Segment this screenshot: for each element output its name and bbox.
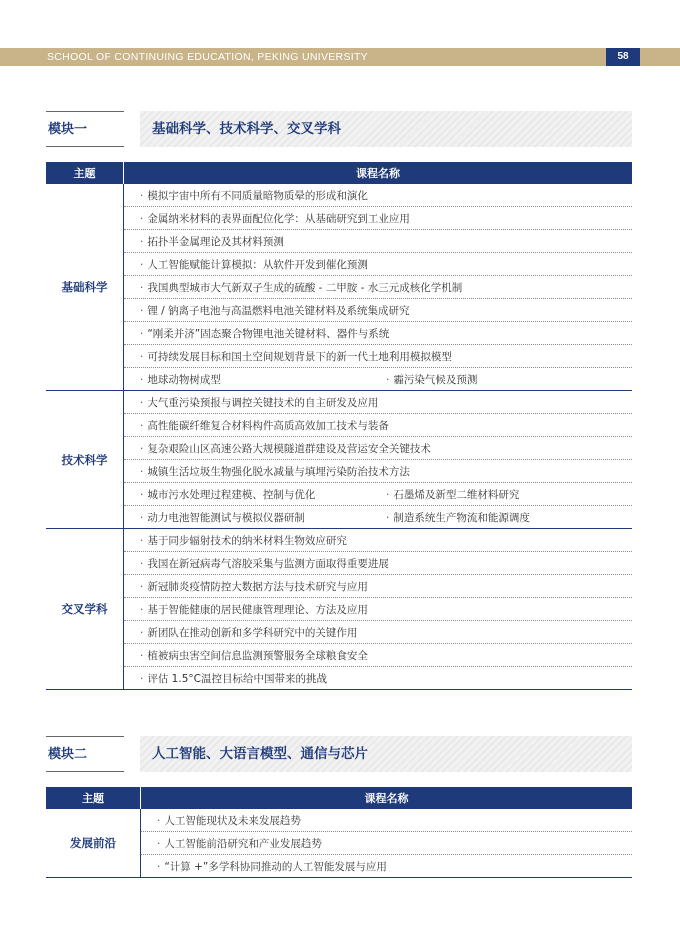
bullet-dot: ·	[140, 603, 144, 616]
course-cell	[124, 345, 633, 368]
table-row	[46, 207, 632, 230]
course-cell	[124, 276, 633, 299]
module-label: 模块二	[46, 736, 124, 772]
course-cell	[124, 529, 633, 552]
course-entry	[140, 464, 410, 479]
course-name: 基于同步辐射技术的纳米材料生物效应研究	[147, 534, 347, 547]
course-cell	[124, 391, 633, 414]
module-name: 人工智能、大语言模型、通信与芯片	[140, 736, 632, 772]
course-name: 我国典型城市大气新双子生成的硫酸 - 二甲胺 - 水三元成核化学机制	[147, 281, 463, 294]
course-name: 锂 / 钠离子电池与高温燃料电池关键材料及系统集成研究	[147, 304, 410, 317]
bullet-dot: ·	[140, 488, 144, 501]
course-entry	[140, 303, 410, 318]
table-row	[46, 184, 632, 207]
course-name: 人工智能现状及未来发展趋势	[164, 814, 301, 827]
course-name: 城镇生活垃圾生物强化脱水减量与填埋污染防治技术方法	[147, 465, 410, 478]
course-name: “刚柔并济”固态聚合物锂电池关键材料、器件与系统	[147, 327, 390, 340]
school-name: SCHOOL OF CONTINUING EDUCATION, PEKING UNIVERSITY	[47, 51, 368, 63]
course-entry	[140, 487, 386, 502]
bullet-dot: ·	[140, 304, 144, 317]
topic-cell: 技术科学	[46, 391, 124, 529]
course-name: 植被病虫害空间信息监测预警服务全球粮食安全	[147, 649, 368, 662]
course-cell	[124, 552, 633, 575]
course-cell	[124, 575, 633, 598]
course-name: 金属纳米材料的表界面配位化学：从基础研究到工业应用	[147, 212, 410, 225]
course-entry	[140, 441, 431, 456]
bullet-dot: ·	[386, 373, 390, 386]
course-cell	[124, 230, 633, 253]
course-entry	[140, 211, 410, 226]
course-cell	[124, 621, 633, 644]
course-entry	[157, 813, 301, 828]
course-name: 大气重污染预报与调控关键技术的自主研发及应用	[147, 396, 379, 409]
bullet-dot: ·	[140, 580, 144, 593]
bullet-dot: ·	[386, 488, 390, 501]
topic-cell: 交叉学科	[46, 529, 124, 690]
table-row	[46, 276, 632, 299]
course-entry	[140, 349, 452, 364]
column-header-course: 课程名称	[124, 162, 633, 184]
course-name: 可持续发展目标和国土空间规划背景下的新一代土地利用模拟模型	[147, 350, 452, 363]
table-header-row	[46, 162, 632, 184]
table-row	[46, 391, 632, 414]
module-1	[46, 111, 632, 685]
table-row	[46, 345, 632, 368]
course-name: 评估 1.5°C温控目标给中国带来的挑战	[147, 672, 327, 685]
bullet-dot: ·	[386, 511, 390, 524]
table-row	[46, 253, 632, 276]
table-row	[46, 529, 632, 552]
course-entry	[140, 188, 368, 203]
course-cell	[124, 437, 633, 460]
bullet-dot: ·	[140, 189, 144, 202]
module-title-row	[46, 736, 632, 772]
course-name: 石墨烯及新型二维材料研究	[393, 488, 520, 501]
course-cell	[124, 483, 633, 506]
table-row	[46, 299, 632, 322]
course-cell	[124, 299, 633, 322]
bullet-dot: ·	[140, 672, 144, 685]
column-header-course: 课程名称	[141, 787, 633, 809]
table-row	[46, 414, 632, 437]
course-name: 霾污染气候及预测	[393, 373, 478, 386]
bullet-dot: ·	[140, 557, 144, 570]
bullet-dot: ·	[140, 626, 144, 639]
course-entry	[386, 510, 632, 525]
course-cell	[124, 368, 633, 391]
table-row	[46, 552, 632, 575]
bullet-dot: ·	[140, 534, 144, 547]
course-entry	[140, 602, 368, 617]
course-table	[46, 162, 632, 690]
course-cell	[141, 855, 633, 878]
page-number: 58	[606, 48, 640, 66]
course-name: “计算 +”多学科协同推动的人工智能发展与应用	[164, 860, 387, 873]
course-entry	[140, 418, 389, 433]
column-header-topic: 主题	[46, 787, 141, 809]
table-row	[46, 575, 632, 598]
bullet-dot: ·	[140, 649, 144, 662]
table-row	[46, 322, 632, 345]
table-row	[46, 506, 632, 529]
table-row	[46, 598, 632, 621]
column-header-topic: 主题	[46, 162, 124, 184]
course-name: 模拟宇宙中所有不同质量暗物质晕的形成和演化	[147, 189, 368, 202]
bullet-dot: ·	[140, 212, 144, 225]
course-name: 高性能碳纤维复合材料构件高质高效加工技术与装备	[147, 419, 389, 432]
table-row	[46, 667, 632, 690]
table-header-row	[46, 787, 632, 809]
course-cell	[124, 322, 633, 345]
course-name: 拓扑半金属理论及其材料预测	[147, 235, 284, 248]
bullet-dot: ·	[140, 373, 144, 386]
course-entry	[140, 326, 389, 341]
course-entry	[140, 395, 378, 410]
bullet-dot: ·	[140, 235, 144, 248]
bullet-dot: ·	[140, 281, 144, 294]
bullet-dot: ·	[157, 814, 161, 827]
course-table	[46, 787, 632, 878]
course-entry	[140, 648, 368, 663]
course-name: 动力电池智能测试与模拟仪器研制	[147, 511, 305, 524]
course-entry	[386, 487, 632, 502]
topic-cell: 基础科学	[46, 184, 124, 391]
course-name: 新冠肺炎疫情防控大数据方法与技术研究与应用	[147, 580, 368, 593]
bullet-dot: ·	[140, 350, 144, 363]
course-cell	[124, 598, 633, 621]
course-name: 城市污水处理过程建模、控制与优化	[147, 488, 316, 501]
course-entry	[140, 579, 368, 594]
course-name: 新团队在推动创新和多学科研究中的关键作用	[147, 626, 358, 639]
bullet-dot: ·	[140, 442, 144, 455]
module-title-row	[46, 111, 632, 147]
course-entry	[140, 234, 284, 249]
table-row	[46, 230, 632, 253]
course-name: 制造系统生产物流和能源调度	[393, 511, 530, 524]
course-cell	[141, 809, 633, 832]
course-cell	[124, 460, 633, 483]
table-row	[46, 644, 632, 667]
course-entry	[140, 280, 462, 295]
header-tail	[640, 48, 680, 66]
course-entry	[140, 671, 327, 686]
bullet-dot: ·	[140, 419, 144, 432]
course-name: 人工智能赋能计算模拟：从软件开发到催化预测	[147, 258, 368, 271]
table-row	[46, 809, 632, 832]
course-cell	[124, 506, 633, 529]
bullet-dot: ·	[157, 837, 161, 850]
bullet-dot: ·	[140, 258, 144, 271]
table-row	[46, 483, 632, 506]
table-row	[46, 460, 632, 483]
course-name: 复杂艰险山区高速公路大规模隧道群建设及营运安全关键技术	[147, 442, 431, 455]
course-cell	[124, 207, 633, 230]
course-cell	[141, 832, 633, 855]
module-name: 基础科学、技术科学、交叉学科	[140, 111, 632, 147]
course-name: 人工智能前沿研究和产业发展趋势	[164, 837, 322, 850]
bullet-dot: ·	[140, 327, 144, 340]
course-name: 地球动物树成型	[147, 373, 221, 386]
module-2	[46, 736, 632, 873]
course-entry	[140, 533, 347, 548]
course-entry	[157, 859, 387, 874]
page-header-bar	[0, 48, 680, 66]
bullet-dot: ·	[140, 511, 144, 524]
course-entry	[140, 510, 386, 525]
course-cell	[124, 414, 633, 437]
course-name: 基于智能健康的居民健康管理理论、方法及应用	[147, 603, 368, 616]
module-label: 模块一	[46, 111, 124, 147]
course-entry	[157, 836, 322, 851]
bullet-dot: ·	[140, 396, 144, 409]
course-entry	[386, 372, 632, 387]
course-cell	[124, 253, 633, 276]
course-entry	[140, 372, 386, 387]
bullet-dot: ·	[140, 465, 144, 478]
course-cell	[124, 644, 633, 667]
table-row	[46, 368, 632, 391]
topic-cell: 发展前沿	[46, 809, 141, 878]
table-row	[46, 437, 632, 460]
course-name: 我国在新冠病毒气溶胶采集与监测方面取得重要进展	[147, 557, 389, 570]
course-cell	[124, 667, 633, 690]
bullet-dot: ·	[157, 860, 161, 873]
course-entry	[140, 556, 389, 571]
table-row	[46, 621, 632, 644]
course-entry	[140, 625, 357, 640]
course-cell	[124, 184, 633, 207]
course-entry	[140, 257, 368, 272]
